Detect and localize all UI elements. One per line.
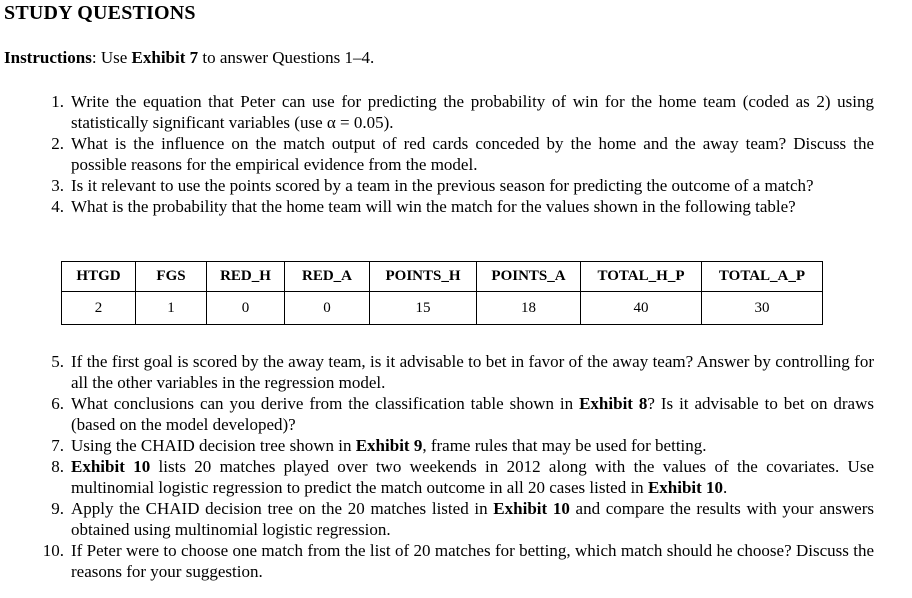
question-text-post: , frame rules that may be used for betting. (422, 436, 707, 455)
exhibit-reference: Exhibit 10 (647, 478, 724, 497)
table-header-cell: HTGD (62, 262, 136, 292)
table-cell: 18 (477, 292, 581, 325)
question-list-1-4 (0, 91, 912, 217)
table-header-cell: POINTS_H (370, 262, 477, 292)
question-number: 2. (51, 134, 64, 153)
question-text-mid: lists 20 matches played over two weekends in 2012 along with the values of the covariates. Use multinomial logistic regression to predict the match outcome in all 20 cases listed in (71, 457, 874, 497)
table-cell: 0 (285, 292, 370, 325)
question-number: 3. (51, 176, 64, 195)
question-number: 7. (51, 436, 64, 455)
exhibit-reference: Exhibit 10 (71, 457, 151, 476)
table-cell: 30 (702, 292, 823, 325)
question-number: 6. (51, 394, 64, 413)
question-10 (0, 540, 912, 582)
question-8 (0, 456, 912, 498)
table-cell: 1 (136, 292, 207, 325)
question-1 (0, 91, 912, 133)
question-text: Write the equation that Peter can use for predicting the probability of win for the home team (coded as 2) using statistically significant variables (use α = 0.05). (71, 92, 874, 132)
question-text-post: . (723, 478, 728, 497)
question-7 (0, 435, 912, 456)
table-header-cell: TOTAL_A_P (702, 262, 823, 292)
question-text-pre: Apply the CHAID decision tree on the 20 matches listed in (71, 499, 494, 518)
instructions-text-after: to answer Questions 1–4. (198, 48, 375, 67)
instructions-text-before: : Use (91, 48, 132, 67)
page-title: STUDY QUESTIONS (4, 2, 196, 24)
question-3 (0, 175, 912, 196)
question-text-pre: Using the CHAID decision tree shown in (71, 436, 356, 455)
question-text: If Peter were to choose one match from the list of 20 matches for betting, which match should he choose? Discuss the reasons for your suggestion. (71, 541, 874, 581)
question-4 (0, 196, 912, 217)
exhibit-reference: Exhibit 9 (355, 436, 423, 455)
instructions-label: Instructions (4, 48, 92, 67)
instructions-exhibit: Exhibit 7 (131, 48, 199, 67)
exhibit-reference: Exhibit 10 (493, 499, 570, 518)
question-number: 5. (51, 352, 64, 371)
question-6 (0, 393, 912, 435)
question-text-post: ? Is it advisable to bet on draws (based on the model developed)? (71, 394, 874, 434)
question-text: Is it relevant to use the points scored by a team in the previous season for predicting the outcome of a match? (71, 176, 814, 195)
question-5 (0, 351, 912, 393)
question-number: 8. (51, 457, 64, 476)
values-table (61, 261, 823, 325)
question-text: What is the influence on the match output of red cards conceded by the home and the away team? Discuss the possible reasons for the empirical evidence from the model. (71, 134, 874, 174)
question-number: 4. (51, 197, 64, 216)
question-text: What is the probability that the home team will win the match for the values shown in the following table? (71, 197, 796, 216)
question-text-post: and compare the results with your answers obtained using multinomial logistic regression. (71, 499, 875, 539)
question-number: 9. (51, 499, 64, 518)
table-header-cell: FGS (136, 262, 207, 292)
instructions (4, 48, 374, 68)
table-header-cell: POINTS_A (477, 262, 581, 292)
table-header-cell: TOTAL_H_P (581, 262, 702, 292)
table-cell: 0 (207, 292, 285, 325)
question-9 (0, 498, 912, 540)
question-text-pre: What conclusions can you derive from the classification table shown in (71, 394, 580, 413)
table-cell: 15 (370, 292, 477, 325)
table-row (62, 292, 823, 325)
question-text: If the first goal is scored by the away team, is it advisable to bet in favor of the away team? Answer by controlling for all the other variables in the regression model. (71, 352, 874, 392)
question-2 (0, 133, 912, 175)
exhibit-reference: Exhibit 8 (579, 394, 648, 413)
question-number: 10. (42, 541, 64, 560)
table-cell: 2 (62, 292, 136, 325)
table-header-cell: RED_A (285, 262, 370, 292)
question-number: 1. (51, 92, 64, 111)
table-cell: 40 (581, 292, 702, 325)
table-header-row (62, 262, 823, 292)
table-header-cell: RED_H (207, 262, 285, 292)
question-list-5-10 (0, 351, 912, 582)
